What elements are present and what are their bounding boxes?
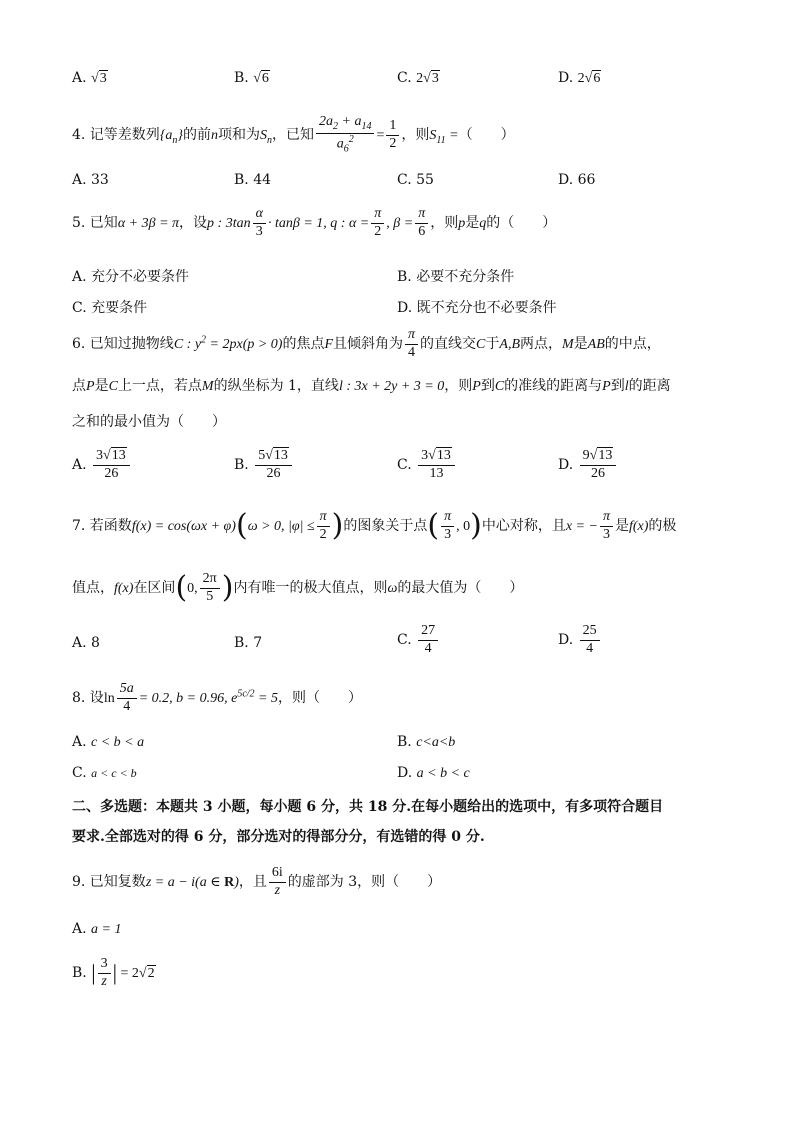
q9-option-b[interactable] (72, 957, 156, 989)
q6-text: 的距离 (628, 378, 671, 394)
q4-option-a[interactable]: A. 33 (72, 172, 109, 188)
var-m: M (562, 337, 574, 353)
var-n: n (211, 128, 219, 144)
q9-text: 的虚部为 3，则（ ） (287, 874, 442, 891)
question-7-line-1 (72, 510, 676, 542)
fraction-3-z: $\frac{3}{z}$ (98, 957, 111, 989)
paren-close: ) (470, 508, 482, 544)
p-expr: p : 3tan (207, 216, 251, 232)
q7-option-d[interactable] (558, 624, 602, 656)
question-8 (72, 682, 362, 714)
coef: 2 (577, 71, 585, 86)
fraction-half: $\frac{1}{2}$ (386, 119, 399, 151)
var-sn: $S_n$ (260, 128, 273, 146)
q8-text: 8. 设 (72, 690, 104, 707)
q6-text: 的焦点 (282, 336, 325, 353)
q6-text: 两点， (520, 336, 562, 353)
q7-option-a[interactable]: A. 8 (72, 635, 100, 651)
option-value: c<a<b (416, 735, 456, 750)
q5-option-b[interactable]: B. 必要不充分条件 (397, 269, 515, 285)
option-label: B. (234, 70, 249, 86)
q9-text: ，且 (238, 874, 267, 891)
q6-text: 是 (573, 336, 588, 353)
option-label: B. (397, 734, 412, 750)
fraction: $\frac{27}{4}$ (418, 624, 438, 656)
option-label: D. (397, 765, 413, 781)
condition-expr: α + 3β = π (117, 216, 180, 232)
fx: f(x) (114, 581, 134, 597)
q3-option-b[interactable] (234, 70, 270, 87)
q9-text: 9. 已知复数 (72, 874, 146, 891)
option-b-value: = 2√2 (117, 966, 155, 982)
q7-text: 7. 若函数 (72, 518, 132, 535)
interval-start: 0, (187, 581, 198, 597)
option-label: C. (397, 632, 412, 649)
option-label: C. (397, 457, 412, 474)
option-label: A. (72, 921, 87, 937)
paren-close: ) (221, 570, 234, 606)
q8-option-c[interactable] (72, 765, 137, 781)
q4-option-c[interactable]: C. 55 (397, 172, 434, 188)
var-ab: AB (587, 337, 605, 353)
paren-close: ) (331, 508, 344, 544)
q6-text: 6. 已知过抛物线 (72, 336, 174, 353)
var-c: C (494, 379, 505, 394)
question-6-line-3: 之和的最小值为（ ） (72, 414, 226, 430)
question-4 (72, 115, 515, 155)
q6-text: 点 (72, 378, 86, 394)
parabola-expr: C : $y^2 = 2px(p > 0)$ (173, 334, 283, 353)
q6-text: 是 (94, 378, 109, 394)
question-6-line-2 (72, 375, 671, 395)
fraction-pi-2: $\frac{\pi}{2}$ (317, 510, 330, 542)
option-value: c < b < a (91, 735, 145, 750)
q8-option-a[interactable] (72, 734, 144, 751)
var-p: P (86, 379, 95, 394)
abs-bar-right: | (112, 960, 118, 986)
var-ab: A,B (499, 337, 520, 353)
q7-text: 的极 (648, 518, 677, 535)
q6-text: 的中点， (604, 336, 661, 353)
sqrt-expression: √3 (423, 71, 439, 86)
q6-text: 的准线的距离与 (504, 378, 603, 394)
fraction: $\frac{25}{4}$ (580, 624, 600, 656)
line-expr: l : 3x + 2y + 3 = 0 (338, 379, 445, 394)
sequence-an: $\{a_n\}$ (159, 128, 184, 146)
option-label: A. (72, 70, 87, 86)
q6-text: 于 (485, 336, 500, 353)
q3-option-d[interactable] (558, 70, 601, 87)
q7-text: 内有唯一的极大值点，则 (233, 580, 388, 597)
q7-option-c[interactable] (397, 624, 440, 656)
q6-text: 的直线交 (420, 336, 477, 353)
q6-option-c[interactable] (397, 449, 457, 481)
paren-open: ( (175, 570, 188, 606)
p-expr-cont: · tanβ = 1, q : α = (267, 216, 370, 232)
q7-text: 的图象关于点 (343, 518, 428, 535)
fx: f(x) (628, 519, 649, 535)
q7-text: 在区间 (133, 580, 176, 597)
q-expr: , β = (386, 216, 414, 232)
var-p: P (602, 379, 611, 394)
q7-text: 值点， (72, 580, 114, 597)
option-label: C. (397, 70, 412, 86)
fraction-2pi-5: $\frac{2\pi}{5}$ (200, 572, 220, 604)
fraction-6i-z: $\frac{6i}{z}$ (269, 866, 286, 898)
option-label: C. (72, 765, 87, 781)
q8-text: ，则（ ） (277, 690, 362, 707)
equals: = (376, 128, 385, 144)
q5-text: ，则 (430, 215, 459, 232)
q6-text: 的纵坐标为 1，直线 (213, 378, 339, 394)
var-p: P (472, 379, 481, 394)
q4-text: 的前 (183, 127, 212, 144)
complex-expr: z = a − i(a ∈ R) (145, 875, 239, 891)
q6-text: 到 (610, 378, 625, 394)
fraction: $\frac{5√13}{26}$ (255, 449, 292, 481)
values-expr: = 0.2, b = 0.96, $e^{5c/2} = 5$ (138, 688, 278, 707)
q7-text: 中心对称，且 (481, 518, 566, 535)
section-heading-line-2: 要求.全部选对的得 6 分，部分选对的得部分分，有选错的得 0 分. (72, 829, 485, 845)
var-omega: ω (387, 581, 398, 597)
var-c: C (108, 379, 118, 394)
x-expr: x = − (565, 519, 598, 535)
q6-text: ，则 (444, 378, 473, 394)
q5-option-a[interactable]: A. 充分不必要条件 (72, 269, 190, 285)
var-s11: $S_{11}$ = (429, 128, 459, 146)
fraction-pi-3: $\frac{\pi}{3}$ (441, 510, 454, 542)
fraction: $\frac{9√13}{26}$ (580, 449, 617, 481)
sqrt-expression: √3 (91, 71, 107, 86)
q6-option-b[interactable] (234, 449, 294, 481)
option-value: a < b < c (416, 766, 470, 781)
q7-text: 是 (614, 518, 629, 535)
sqrt-expression: √6 (584, 71, 601, 86)
option-label: A. (72, 734, 87, 750)
q4-option-b[interactable]: B. 44 (234, 172, 272, 188)
q8-option-b[interactable] (397, 734, 455, 751)
q6-option-d[interactable] (558, 449, 618, 481)
q4-option-d[interactable]: D. 66 (558, 172, 596, 188)
var-m: M (201, 379, 214, 394)
fraction: $\frac{2a_2 + a_{14}}{a_6^2}$ (316, 115, 374, 155)
q5-text: ，设 (179, 215, 208, 232)
q4-text: ，则 (401, 127, 430, 144)
q6-text: 到 (480, 378, 495, 394)
ln-expr: ln (103, 691, 115, 707)
q5-option-c[interactable]: C. 充要条件 (72, 300, 148, 316)
q5-text: 的（ ） (486, 215, 557, 232)
var-l: l (624, 379, 629, 394)
question-7-line-2 (72, 572, 523, 604)
var-q: q (479, 216, 487, 232)
paren-open: ( (235, 508, 248, 544)
var-c: C (476, 337, 486, 353)
q8-option-d[interactable] (397, 765, 470, 782)
option-label: D. (558, 632, 574, 649)
point-y: , 0 (456, 519, 471, 535)
fraction-pi-6: $\frac{\pi}{6}$ (415, 207, 428, 239)
q5-text: 是 (465, 215, 480, 232)
q3-option-a[interactable] (72, 70, 108, 87)
paren-open: ( (427, 508, 440, 544)
q4-text: ，已知 (272, 127, 315, 144)
abs-bar-left: | (91, 960, 96, 986)
q6-text: 且倾斜角为 (333, 336, 404, 353)
fraction-pi-2: $\frac{\pi}{2}$ (371, 207, 384, 239)
var-f: F (324, 337, 334, 353)
question-6-line-1 (72, 328, 661, 360)
function-expr: f(x) = cos(ωx + φ) (131, 519, 236, 535)
sqrt-expression: √6 (253, 71, 269, 86)
q9-option-a[interactable] (72, 921, 121, 938)
q4-text: 4. 记等差数列 (72, 127, 160, 144)
fraction-pi-4: $\frac{\pi}{4}$ (405, 328, 418, 360)
q6-option-a[interactable] (72, 449, 132, 481)
option-label: A. (72, 457, 87, 474)
coef: 2 (416, 71, 424, 86)
q5-option-d[interactable]: D. 既不充分也不必要条件 (397, 300, 557, 316)
fraction-alpha-3: $\frac{\alpha}{3}$ (253, 207, 266, 239)
question-9 (72, 866, 441, 898)
var-p: p (458, 216, 466, 232)
option-label: D. (558, 70, 574, 86)
q4-text: （ ） (458, 127, 515, 144)
fraction-pi-3: $\frac{\pi}{3}$ (600, 510, 613, 542)
q4-text: 项和为 (218, 127, 261, 144)
q3-option-c[interactable] (397, 70, 440, 87)
option-label: D. (558, 457, 574, 474)
fraction: $\frac{3√13}{13}$ (418, 449, 455, 481)
option-value: a < c < b (91, 766, 137, 780)
option-label: B. (234, 457, 249, 474)
q5-text: 5. 已知 (72, 215, 118, 232)
q7-text: 的最大值为（ ） (397, 580, 524, 597)
option-label: B. (72, 965, 87, 982)
section-heading-line-1: 二、多选题：本题共 3 小题，每小题 6 分，共 18 分.在每小题给出的选项中，有多项符合题目 (72, 799, 664, 815)
q6-text: 上一点，若点 (117, 378, 202, 394)
question-5 (72, 207, 556, 239)
option-value: a = 1 (91, 922, 122, 937)
fraction-5a-4: $\frac{5a}{4}$ (117, 682, 137, 714)
constraint-expr: ω > 0, |φ| ≤ (247, 519, 315, 535)
fraction: $\frac{3√13}{26}$ (93, 449, 130, 481)
q7-option-b[interactable]: B. 7 (234, 635, 263, 651)
